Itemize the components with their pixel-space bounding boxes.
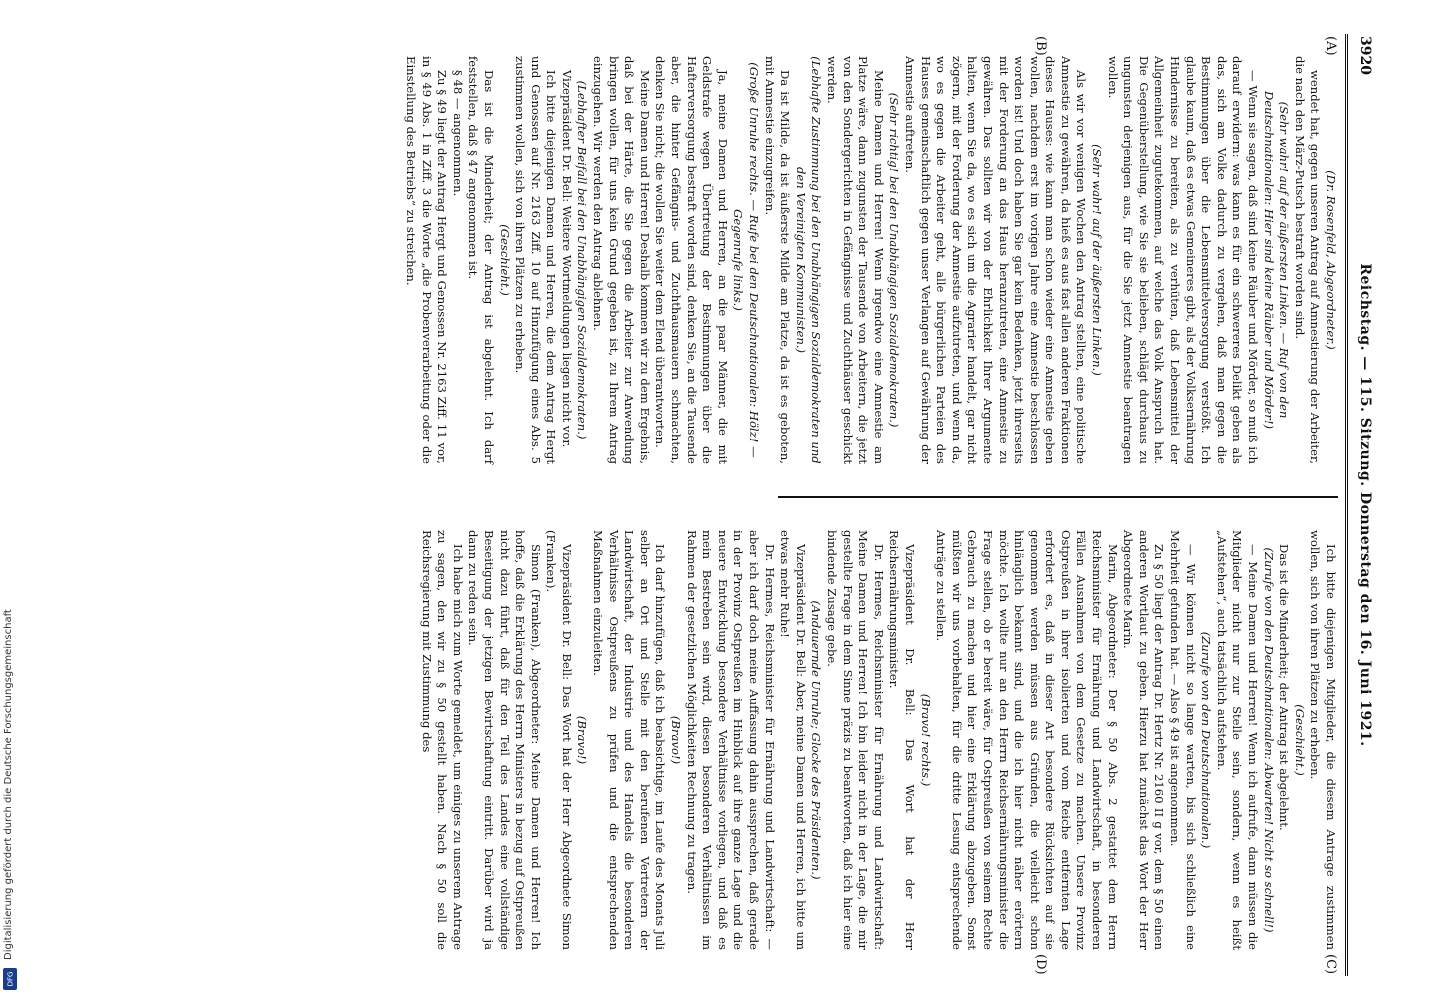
paragraph: Ich darf hinzufügen, daß ich beabsichtige, im Laufe des Monats Juli selber an Ort und Stelle mit den berufenen Vertretern der Landwirtschaft, der Industrie und des Handels die besonderen Verhältnisse Ostpreußens zu prüfen und die entsprechenden Maßnahmen einzuleiten. (591, 530, 668, 950)
paragraph: wendet hat, gegen unseren Antrag auf Amnestierung der Arbeiter, die nach den März-Putsch bestraft worden sind. (1292, 56, 1323, 464)
margin-mark-d: (D) (1033, 954, 1048, 975)
interjection: (Bravo!) (669, 715, 684, 765)
interjection: (Sehr wahr! auf der äußersten Linken.) (1090, 144, 1105, 376)
paragraph: — Meine Damen und Herren! Wenn ich aufrufe, dann müssen die Mitglieder nicht nur zur Stelle sein, sondern, wenn es heißt „Aufstehen“, auch tatsächlich aufstehen. (1214, 530, 1261, 950)
margin-mark-a: (A) (1323, 36, 1338, 56)
column-divider (778, 496, 1338, 498)
paragraph: — Wir können nicht so lange warten, bis sich schließlich eine Mehrheit gefunden hat. — Also § 49 ist angenommen. (1168, 530, 1198, 950)
paragraph: Simon (Franken), Abgeordneter: Meine Damen und Herren! Ich hoffe, daß die Erklärung des Herrn Ministers in bezug auf Ostpreußen nicht dazu führt, daß für den Teil des Landes eine vollständige Beseitigung der jetzigen Bewirtschaftung eintritt. Darüber wird ja dann zu reden sein. (466, 530, 543, 950)
page-title: Reichstag. — 115. Sitzung. Donnerstag den 16. Juni 1921. (1357, 263, 1373, 747)
paragraph: Ja, meine Damen und Herren, an die paar Männer, die mit Geldstrafe wegen Übertretung der Bestimmungen über die Hafterversorgung bestraft worden sind, denken Sie, an die Tausende aber, die hinter Gefängnis- und Zuchthausmauern schmachten, denken Sie nicht; die wollen Sie weiter dem Elend überantworten. (653, 56, 730, 464)
page-header (1345, 34, 1378, 976)
paragraph: § 48 — angenommen. (450, 70, 465, 197)
dfg-logo: DFG (3, 968, 17, 990)
paragraph: Dr. Hermes, Reichsminister für Ernährung und Landwirtschaft: — aber ich darf doch meine Auffassung dahin aussprechen, daß gerade in der Provinz Ostpreußen im Hinblick auf ihre ganze Lage und die neuere Entwicklung besondere Verhältnisse vorliegen, und daß es mein Bestreben sein wird, diesen besonderen Verhältnissen im Rahmen der gesetzlichen Möglichkeiten Rechnung zu tragen. (684, 530, 777, 950)
page-number: 3920 (1357, 36, 1373, 75)
interjection: (Zurufe von den Deutschnationalen.) (1199, 631, 1214, 849)
paragraph: Das ist die Minderheit; der Antrag ist abgelehnt. Ich darf feststellen, daß § 47 angenommen ist. (466, 56, 496, 464)
paragraph: Ich habe mich zum Worte gemeldet, um einiges zu unserem Antrage zu sagen, den wir zu § 50 gestellt haben. Nach § 50 soll die Reichsregierung mit Zustimmung des (419, 530, 465, 950)
interjection: (Lebhafte Zustimmung bei den Unabhängigen Sozialdemokraten und den Vereinigten Kommunisten.) (793, 56, 824, 464)
digitization-credit: Digitalisierung gefördert durch die Deutsche Forschungsgemeinschaft (3, 609, 14, 960)
interjection: (Bravo! rechts.) (918, 693, 933, 787)
interjection: (Sehr richtig! bei den Unabhängigen Sozialdemokraten.) (887, 92, 902, 428)
paragraph: Marin, Abgeordneter: Der § 50 Abs. 2 gestattet dem Herrn Reichsminister für Ernährung und Landwirtschaft, in besonderen Fällen Ausnahmen von dem Gesetze zu machen. Unsere Provinz Ostpreußen in ihrer isolierten und vom Reiche entfernten Lage erfordert es, daß in dieser Art besondere Rücksichten auf sie genommen werden müssen aus Gründen, die vielleicht schon hinlänglich bekannt sind, und die ich hier nicht näher erörtern möchte. Ich wollte nur an den Herrn Reichsernährungsminister die Frage stellen, ob er bereit wäre, für Ostpreußen von seinem Rechte Gebrauch zu machen und hier eine Erklärung abzugeben. Sonst müßten wir uns vorbehalten, für die dritte Lesung entsprechende Anträge zu stellen. (934, 530, 1120, 950)
interjection: (Lebhafter Beifall bei den Unabhängigen Sozialdemokraten.) (575, 80, 590, 440)
interjection: (Geschieht.) (497, 224, 512, 296)
rotated-page-content (60, 34, 1378, 976)
interjection: (Große Unruhe rechts. — Rufe bei den Deutschnationalen: Hölz! — Gegenrufe links.) (731, 62, 762, 458)
paragraph: Ich bitte diejenigen Damen und Herren, die dem Antrag Hergt und Genossen auf Nr. 2163 Ziff. 10 auf Hinzufügung eines Abs. 5 zustimmen wollen, sich von ihren Plätzen zu erheben. (513, 56, 559, 464)
paragraph: Meine Damen und Herren! Deshalb kommen wir zu dem Ergebnis, daß bei der Härte, die Sie gegen die Arbeiter zur Anwendung bringen wollen, für uns kein Grund gegeben ist, zu Ihrem Antrag einzugehen. Wir werden den Antrag ablehnen. (591, 56, 652, 464)
interjection: (Andauernde Unruhe; Glocke des Präsidenten.) (809, 600, 824, 880)
paragraph: Da ist Milde, da ist äußerste Milde am Platze, da ist es geboten, mit Amnestie einzugreifen. (762, 56, 793, 464)
paragraph: Zu § 50 liegt der Antrag Dr. Hertz Nr. 2160 II g vor, dem § 50 einen anderen Wortlaut zu geben. Hierzu hat zunächst das Wort der Herr Abgeordnete Marin. (1121, 530, 1167, 950)
paragraph: Vizepräsident Dr. Bell: Aber, meine Damen und Herren, ich bitte um etwas mehr Ruhe! (778, 530, 808, 950)
margin-mark-c: (C) (1323, 954, 1338, 975)
interjection: (Sehr wahr! auf der äußersten Linken. — Ruf von den Deutschnationalen: Hier sind keine Räuber und Mörder!) (1261, 91, 1292, 429)
paragraph: Dr. Hermes, Reichsminister für Ernährung und Landwirtschaft: Meine Damen und Herren! Ich bin leider nicht in der Lage, die mir gestellte Frage in dem Sinne präzis zu beantworten, daß ich hier eine bindende Zusage gebe. (825, 530, 886, 950)
interjection: (Geschieht.) (1292, 704, 1307, 776)
paragraph: Ich bitte diejenigen Mitglieder, die diesem Antrage zustimmen wollen, sich von ihren Plätzen zu erheben. (1308, 530, 1338, 950)
interjection: (Bravo!) (575, 715, 590, 765)
paragraph: Das ist die Minderheit; der Antrag ist abgelehnt. (1277, 544, 1292, 831)
interjection: (Dr. Rosenfeld, Abgeordneter.) (1324, 170, 1338, 350)
left-text-column (403, 56, 1338, 464)
paragraph: Zu § 49 liegt der Antrag Hergt und Genossen Nr. 2163 Ziff. 11 vor, in § 49 Abs. 1 in Ziff. 3 die Worte „die Probenverarbeitung oder die Einstellung des Betriebs“ zu streichen. (403, 56, 450, 464)
paragraph: Vizepräsident Dr. Bell: Das Wort hat der Herr Abgeordnete Simon (Franken). (544, 530, 574, 950)
right-text-column (419, 530, 1338, 950)
paragraph: Meine Damen und Herren! Wenn irgendwo eine Amnestie am Platze wäre, dann zugunsten der Tausende von Arbeitern, die jetzt von den Sondergerichten in Gefängnisse und Zuchthäuser geschickt werden. (825, 56, 886, 464)
margin-mark-b: (B) (1033, 36, 1048, 56)
interjection: (Zurufe von den Deutschnationalen: Abwarten! Nicht so schnell!) (1261, 547, 1276, 933)
paragraph: Vizepräsident Dr. Bell: Das Wort hat der Herr Reichsernährungsminister. (887, 530, 917, 950)
paragraph: — Wenn sie sagen, daß sind keine Räuber und Mörder, so muß ich darauf erwidern: was kann es für ein schwereres Delikt geben als das, sich am Volke dadurch zu vergehen, daß man gegen die Bestimmungen über die Lebensmittelversorgung verstößt. Ich glaube kaum, daß es etwas Gemeineres gibt, als der Volksernährung Hindernisse zu bereiten, als zu verhüten, daß Lebensmittel der Allgemeinheit zugutekommen, auf welche das Volk Anspruch hat. Die Gegenüberstellung, wie Sie sie belieben, schlägt durchaus zu ungunsten derjenigen aus, für die Sie jetzt Amnestie beantragen wollen. (1105, 56, 1261, 464)
paragraph: Vizepräsident Dr. Bell: Weitere Wortmeldungen liegen nicht vor. (559, 70, 574, 448)
paragraph: Als wir vor wenigen Wochen den Antrag stellten, eine politische Amnestie zu gewähren, da hieß es aus fast allen anderen Fraktionen dieses Hauses: wie kann man schon wieder eine Amnestie geben wollen, nachdem erst im vorigen Jahre eine Amnestie beschlossen worden ist! Und doch haben Sie gar kein Bedenken, jetzt ihrerseits mit der Forderung an das Haus heranzutreten, eine Amnestie zu gewähren. Das sollten wir von der Ehrlichkeit Ihrer Argumente halten, wenn Sie da, wo es sich um die Agrarier handelt, gar nicht zögern, mit der Forderung der Amnestie aufzutreten, und wenn da, wo es gegen die Arbeiter geht, alle bürgerlichen Parteien des Hauses gemeinschaftlich gegen unser Verlangen auf Gewährung der Amnestie auftreten. (902, 56, 1089, 464)
